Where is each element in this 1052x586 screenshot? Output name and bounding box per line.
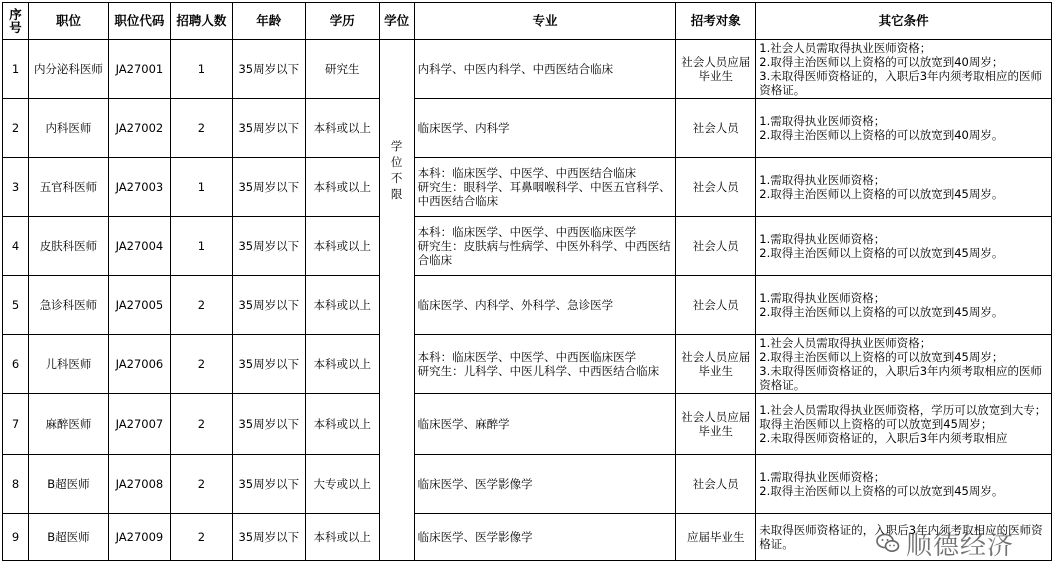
row-target: 社会人员应届毕业生: [676, 394, 756, 455]
row-target: 社会人员: [676, 455, 756, 514]
row-major: 本科：临床医学、中医学、中西医临床医学 研究生：儿科学、中医儿科学、中西医结合临床: [414, 335, 676, 394]
row-code: JA27001: [108, 40, 170, 99]
row-code: JA27006: [108, 335, 170, 394]
table-row: [3, 217, 1052, 276]
table-row: [3, 335, 1052, 394]
row-seq: 8: [3, 455, 29, 514]
row-other: 1.需取得执业医师资格； 2.取得主治医师以上资格的可以放宽到45周岁。: [756, 455, 1052, 514]
row-education: 本科或以上: [305, 394, 379, 455]
table-row: [3, 514, 1052, 561]
row-other: 1.社会人员需取得执业医师资格； 2.取得主治医师以上资格的可以放宽到40周岁； 3.未取得医师资格证的，入职后3年内须考取相应的医师资格证。: [756, 40, 1052, 99]
row-age: 35周岁以下: [232, 335, 305, 394]
row-age: 35周岁以下: [232, 158, 305, 217]
watermark-text: 顺德经济: [906, 530, 1015, 561]
row-other: 1.需取得执业医师资格； 2.取得主治医师以上资格的可以放宽到40周岁。: [756, 99, 1052, 158]
row-age: 35周岁以下: [232, 455, 305, 514]
row-education: 本科或以上: [305, 158, 379, 217]
row-count: 1: [170, 217, 232, 276]
table-row: [3, 276, 1052, 335]
header-degree: 学位: [379, 3, 414, 40]
row-age: 35周岁以下: [232, 514, 305, 561]
row-major: 本科：临床医学、中医学、中西医临床医学 研究生：皮肤病与性病学、中医外科学、中西医结合临床: [414, 217, 676, 276]
row-target: 社会人员: [676, 99, 756, 158]
row-code: JA27009: [108, 514, 170, 561]
row-major: 临床医学、麻醉学: [414, 394, 676, 455]
row-position: 急诊科医师: [28, 276, 108, 335]
row-position: 麻醉医师: [28, 394, 108, 455]
header-other: 其它条件: [756, 3, 1052, 40]
row-education: 本科或以上: [305, 514, 379, 561]
row-code: JA27004: [108, 217, 170, 276]
table-row: [3, 40, 1052, 99]
row-seq: 5: [3, 276, 29, 335]
header-education: 学历: [305, 3, 379, 40]
row-major: 临床医学、医学影像学: [414, 455, 676, 514]
row-other: 1.社会人员需取得执业医师资格； 2.取得主治医师以上资格的可以放宽到45周岁； 3.未取得医师资格证的，入职后3年内须考取相应的医师资格证。: [756, 335, 1052, 394]
row-count: 2: [170, 335, 232, 394]
row-code: JA27002: [108, 99, 170, 158]
header-target: 招考对象: [676, 3, 756, 40]
row-other: 1.需取得执业医师资格； 2.取得主治医师以上资格的可以放宽到45周岁。: [756, 217, 1052, 276]
recruitment-table: [2, 2, 1052, 561]
row-age: 35周岁以下: [232, 276, 305, 335]
row-code: JA27003: [108, 158, 170, 217]
row-count: 1: [170, 158, 232, 217]
row-position: 内分泌科医师: [28, 40, 108, 99]
row-target: 应届毕业生: [676, 514, 756, 561]
row-seq: 3: [3, 158, 29, 217]
row-count: 2: [170, 394, 232, 455]
row-education: 本科或以上: [305, 217, 379, 276]
row-education: 本科或以上: [305, 99, 379, 158]
row-code: JA27007: [108, 394, 170, 455]
row-count: 2: [170, 276, 232, 335]
row-major: 内科学、中医内科学、中西医结合临床: [414, 40, 676, 99]
row-major: 本科：临床医学、中医学、中西医结合临床 研究生：眼科学、耳鼻咽喉科学、中医五官科学、中西医结合临床: [414, 158, 676, 217]
row-seq: 1: [3, 40, 29, 99]
row-seq: 6: [3, 335, 29, 394]
row-position: 内科医师: [28, 99, 108, 158]
row-major: 临床医学、内科学: [414, 99, 676, 158]
table-row: [3, 455, 1052, 514]
row-major: 临床医学、医学影像学: [414, 514, 676, 561]
row-position: 五官科医师: [28, 158, 108, 217]
row-position: B超医师: [28, 514, 108, 561]
row-seq: 4: [3, 217, 29, 276]
row-age: 35周岁以下: [232, 394, 305, 455]
row-position: B超医师: [28, 455, 108, 514]
row-count: 2: [170, 99, 232, 158]
row-seq: 2: [3, 99, 29, 158]
row-position: 皮肤科医师: [28, 217, 108, 276]
header-age: 年龄: [232, 3, 305, 40]
row-education: 本科或以上: [305, 335, 379, 394]
row-count: 2: [170, 455, 232, 514]
table-row: [3, 99, 1052, 158]
row-target: 社会人员应届毕业生: [676, 40, 756, 99]
row-major: 临床医学、内科学、外科学、急诊医学: [414, 276, 676, 335]
table-row: [3, 158, 1052, 217]
row-other: 1.社会人员需取得执业医师资格，学历可以放宽到大专；取得主治医师以上资格的可以放宽到45周岁； 2.未取得医师资格证的，入职后3年内须考取相应: [756, 394, 1052, 455]
row-position: 儿科医师: [28, 335, 108, 394]
row-other: 未取得医师资格证的，入职后3年内须考取相应的医师资格证。: [756, 514, 1052, 561]
header-row: [3, 3, 1052, 40]
row-other: 1.需取得执业医师资格； 2.取得主治医师以上资格的可以放宽到45周岁。: [756, 276, 1052, 335]
row-age: 35周岁以下: [232, 217, 305, 276]
degree-merged-cell: [379, 40, 414, 561]
row-code: JA27008: [108, 455, 170, 514]
header-position: 职位: [28, 3, 108, 40]
row-education: 大专或以上: [305, 455, 379, 514]
table-body: [3, 40, 1052, 561]
degree-text: 学位不限: [390, 139, 403, 201]
row-count: 1: [170, 40, 232, 99]
row-seq: 9: [3, 514, 29, 561]
header-major: 专业: [414, 3, 676, 40]
row-target: 社会人员: [676, 158, 756, 217]
row-target: 社会人员: [676, 217, 756, 276]
row-count: 2: [170, 514, 232, 561]
row-target: 社会人员: [676, 276, 756, 335]
header-code: 职位代码: [108, 3, 170, 40]
row-code: JA27005: [108, 276, 170, 335]
row-seq: 7: [3, 394, 29, 455]
row-education: 本科或以上: [305, 276, 379, 335]
row-target: 社会人员应届毕业生: [676, 335, 756, 394]
row-age: 35周岁以下: [232, 40, 305, 99]
row-education: 研究生: [305, 40, 379, 99]
row-age: 35周岁以下: [232, 99, 305, 158]
row-other: 1.需取得执业医师资格； 2.取得主治医师以上资格的可以放宽到45周岁。: [756, 158, 1052, 217]
table-row: [3, 394, 1052, 455]
header-count: 招聘人数: [170, 3, 232, 40]
header-seq: 序号: [3, 3, 29, 40]
